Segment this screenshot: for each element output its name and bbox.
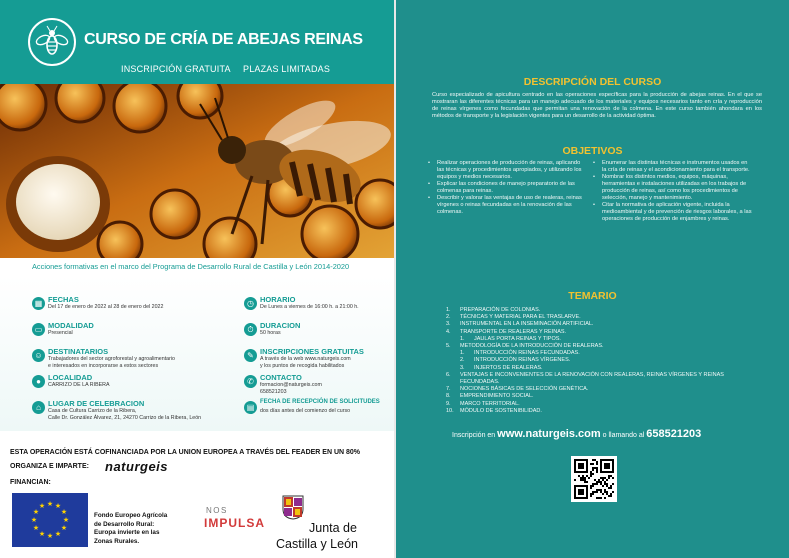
syllabus-item: FECUNDADAS. (460, 379, 500, 386)
nos-impulsa-logo: IMPULSA (204, 516, 265, 530)
clipboard-icon: ▤ (244, 401, 257, 414)
svg-text:★: ★ (46, 532, 54, 540)
bee-logo-icon (28, 18, 76, 66)
list-item: • Enumerar las distintas técnicas e instrumentos usados en la cría de reinas y el acondicionamiento para el transporte. (593, 160, 753, 174)
syllabus-item: 5. METODOLOGÍA DE LA INTRODUCCIÓN DE REALERAS. (446, 343, 604, 350)
objectives-heading: OBJETIVOS (562, 145, 623, 157)
syllabus-item: 1. PREPARACIÓN DE COLONIAS. (446, 307, 541, 313)
location-icon: ● (32, 375, 45, 388)
calendar-icon: ▦ (32, 297, 45, 310)
svg-text:★: ★ (32, 524, 40, 532)
syllabus-item: 2. INTRODUCCIÓN REINAS VÍRGENES. (460, 357, 571, 364)
description-heading: DESCRIPCIÓN DEL CURSO (523, 76, 662, 88)
qr-code-icon[interactable] (571, 456, 617, 502)
svg-text:★: ★ (60, 524, 68, 532)
syllabus-item: 1. INTRODUCCIÓN REINAS FECUNDADAS. (460, 350, 580, 357)
signup-icon: ✎ (244, 349, 257, 362)
junta-logo-text: Junta de (309, 521, 357, 535)
svg-text:★: ★ (60, 508, 68, 516)
junta-crest-icon (282, 495, 304, 520)
nos-impulsa-logo-top: NOS (206, 506, 228, 515)
queen-bee-photo (0, 84, 394, 258)
eu-flag-icon (12, 493, 88, 547)
limited-places-tag: PLAZAS LIMITADAS (243, 64, 331, 74)
phone-icon: ✆ (244, 375, 257, 388)
list-item: • Nombrar los distintos medios, equipos, máquinas, herramientas e instalaciones utilizadas en los trabajos de producción de reinas, así como los procedimientos de selección, manejo y mantenimiento. (593, 174, 753, 202)
syllabus-item: 3. INSTRUMENTAL EN LA INSEMINACIÓN ARTIFICIAL. (446, 321, 594, 328)
syllabus-item: 10. MÓDULO DE SOSTENIBILIDAD. (446, 407, 542, 414)
monitor-icon: ▭ (32, 323, 45, 336)
naturgeis-logo: naturgeis (105, 459, 169, 474)
organizer-label: ORGANIZA E IMPARTE: (10, 463, 89, 470)
syllabus-item: 1. JAULAS PORTA REINAS Y TIPOS. (460, 335, 561, 342)
cofinancing-note: ESTA OPERACIÓN ESTÁ COFINANCIADA POR LA UNION EUROPEA A TRAVÉS DEL FEADER EN UN 80% (10, 449, 361, 456)
svg-text:★: ★ (54, 502, 62, 510)
list-item: • Explicar las condiciones de manejo preparatorio de las colmenas para reinas. (428, 181, 588, 195)
free-registration-tag: INSCRIPCIÓN GRATUITA (121, 64, 231, 74)
list-item: • Describir y valorar las ventajas de uso de realeras, reinas vírgenes o reinas fecundadas en la renovación de las colmenas. (428, 195, 588, 216)
program-caption: Acciones formativas en el marco del Programa de Desarrollo Rural de Castilla y León 2014-2020 (32, 262, 350, 271)
objectives-right (593, 160, 753, 223)
contact-line: Inscripción en www.naturgeis.com o llamando al 658521203 (452, 428, 702, 440)
building-icon: ⌂ (32, 401, 45, 414)
website-link[interactable]: www.naturgeis.com (497, 428, 601, 440)
people-icon: ☺ (32, 349, 45, 362)
syllabus-item: 4. TRANSPORTE DE REALERAS Y REINAS. (446, 328, 567, 335)
timer-icon: ⏱ (244, 323, 257, 336)
syllabus-list (446, 307, 776, 415)
svg-text:★: ★ (46, 500, 54, 508)
castilla-leon-text: Castilla y León (276, 537, 358, 551)
left-panel (0, 0, 394, 558)
svg-text:★: ★ (38, 502, 46, 510)
course-info: ▦ FECHAS Del 17 de enero de 2022 al 28 de enero del 2022 ◷ HORARIO De Lunes a viernes de 16:00 h. a 21:00 h. ▭ MODALIDAD Presencial ⏱ DURACION 50 horas ☺ DESTINATARIOS Trabajadores del sector agroforestal y agroalimentario e interesados en incorporarse a estos sectores ✎ INSCRIPCIONES GRATUITAS A través de la web www.naturgeis.com y los puntos de recogida habilitados ● LOCALIDAD CARRIZO DE LA RIBERA ✆ CONTACTO formacion@naturgeis.com 658521203 ⌂ LUGAR DE CELEBRACION Casa de Cultura Carrizo de la Ribera, Calle Dr. González Álvarez, 21, 24270 Carrizo de la Ribera, León ▤ FECHA DE RECEPCIÓN DE SOLICITUDES dos días antes del comienzo del curso (0, 276, 394, 431)
phone-number: 658521203 (646, 428, 702, 440)
svg-text:★: ★ (62, 516, 70, 524)
svg-text:★: ★ (38, 530, 46, 538)
objectives-left (428, 160, 588, 216)
syllabus-item: 9. MARCO TERRITORIAL. (446, 400, 520, 407)
list-item: • Citar la normativa de aplicación vigente, incluida la medioambiental y de prevención de riesgos laborales, a las operaciones de producción de enjambres y reinas. (593, 202, 753, 223)
clock-icon: ◷ (244, 297, 257, 310)
feader-text: Fondo Europeo Agrícola de Desarrollo Rural: Europa invierte en las Zonas Rurales. (94, 512, 168, 545)
svg-text:★: ★ (54, 530, 62, 538)
description-text: Curso especializado de apicultura centrado en las operaciones específicas para la producción de abejas reinas. En el que se mostraran las diferentes técnicas para un manejo adecuado de los materiales y equipos necesarios tanto en cría y reproducción de reinas vírgenes como fecundadas que permitan una renovación de la colmena. En este curso también ahondara en los métodos de transporte y la legislación vigentes para un desarrollo de la actividad óptima. (432, 92, 762, 119)
syllabus-item: 3. INJERTOS DE REALERAS. (460, 364, 543, 371)
course-title: CURSO DE CRÍA DE ABEJAS REINAS (84, 31, 363, 48)
syllabus-item: 2. TÉCNICAS Y MATERIAL PARA EL TRASLARVE. (446, 314, 581, 321)
svg-text:★: ★ (32, 508, 40, 516)
syllabus-heading: TEMARIO (568, 290, 617, 302)
funders-label: FINANCIAN: (10, 479, 51, 486)
syllabus-item: 7. NOCIONES BÁSICAS DE SELECCIÓN GENÉTICA. (446, 386, 589, 393)
syllabus-item: 6. VENTAJAS E INCONVENIENTES DE LA RENOVACIÓN CON REALERAS, REINAS VÍRGENES Y REINAS (446, 371, 724, 378)
svg-text:★: ★ (30, 516, 38, 524)
syllabus-item: 8. EMPRENDIMIENTO SOCIAL. (446, 393, 534, 400)
list-item: • Realizar operaciones de producción de reinas, aplicando las técnicas y procedimientos apropiados, y utilizando los equipos y medios necesarios. (428, 160, 588, 181)
